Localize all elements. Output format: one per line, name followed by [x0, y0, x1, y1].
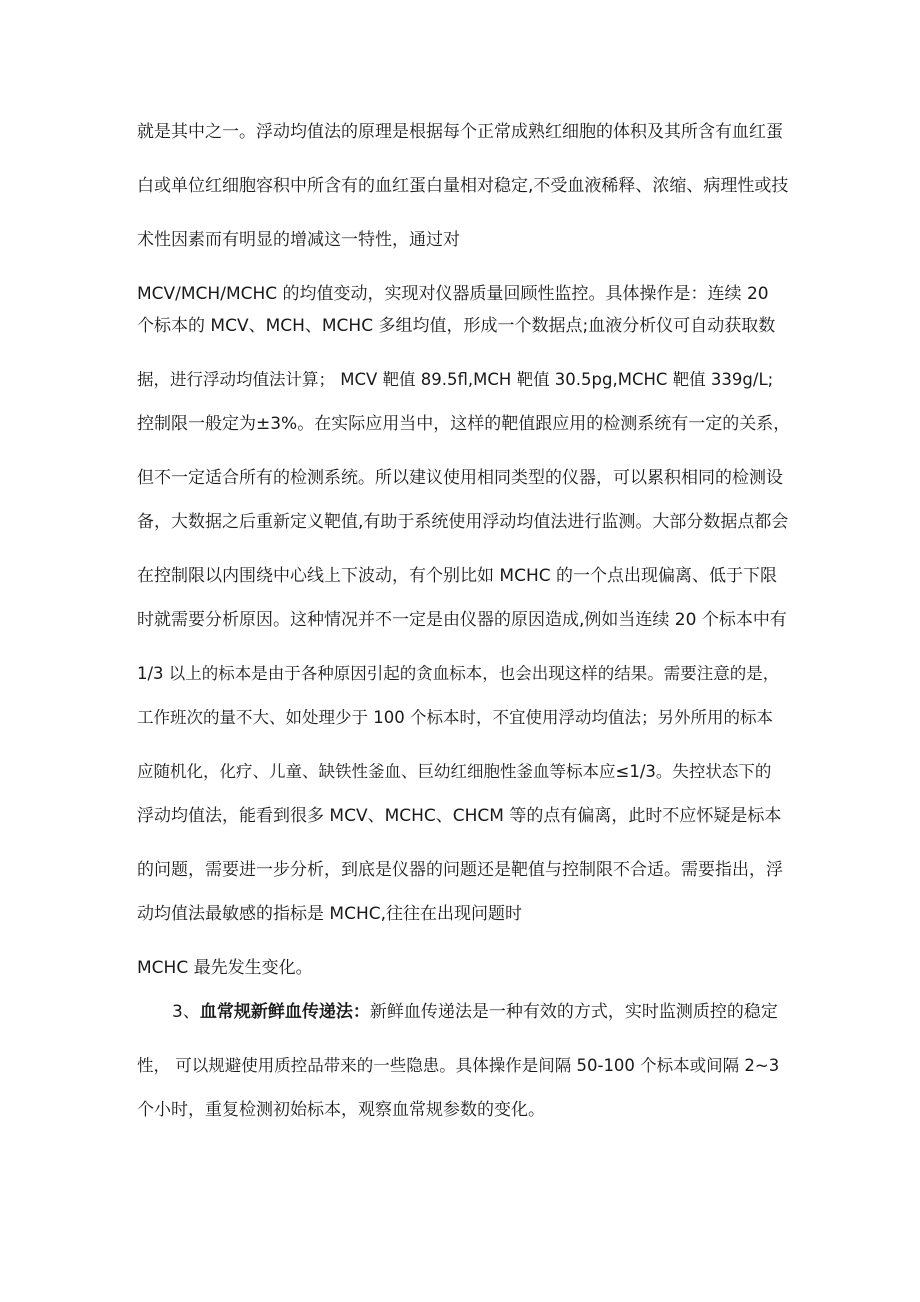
paragraph-line-17: 动均值法最敏感的指标是 MCHC,往往在出现问题时	[137, 904, 522, 924]
paragraph-line-2: 白或单位红细胞容积中所含有的血红蛋白量相对稳定,不受血液稀释、浓缩、病理性或技	[137, 176, 789, 196]
section-3-first-line	[172, 1000, 778, 1024]
section-3-line-2: 性， 可以规避使用质控品带来的一些隐患。具体操作是间隔 50-100 个标本或间隔 2~3	[137, 1056, 780, 1075]
paragraph-line-5: 个标本的 MCV、MCH、MCHC 多组均值，形成一个数据点;血液分析仪可自动获取数	[137, 316, 776, 336]
section-3-number: 3、	[172, 1002, 200, 1022]
paragraph-line-12: 1/3 以上的标本是由于各种原因引起的贪血标本，也会出现这样的结果。需要注意的是，	[137, 664, 780, 683]
paragraph-line-10: 在控制限以内围绕中心线上下波动，有个别比如 MCHC 的一个点出现偏离、低于下限	[137, 566, 777, 586]
paragraph-line-16: 的问题，需要进一步分析，到底是仪器的问题还是靶值与控制限不合适。需要指出，浮	[137, 860, 783, 880]
paragraph-line-18: MCHC 最先发生变化。	[137, 958, 313, 978]
paragraph-line-6: 据，进行浮动均值法计算； MCV 靶值 89.5fl,MCH 靶值 30.5pg,MCHC 靶值 339g/L;	[137, 370, 774, 389]
paragraph-line-4: MCV/MCH/MCHC 的均值变动，实现对仪器质量回顾性监控。具体操作是：连续 20	[137, 284, 769, 304]
section-3-line-3: 个小时，重复检测初始标本，观察血常规参数的变化。	[137, 1100, 545, 1120]
paragraph-line-15: 浮动均值法，能看到很多 MCV、MCHC、CHCM 等的点有偏离，此时不应怀疑是标本	[137, 806, 782, 826]
section-3-heading: 血常规新鲜血传递法：	[199, 1002, 370, 1022]
paragraph-line-9: 备，大数据之后重新定义靶值,有助于系统使用浮动均值法进行监测。大部分数据点都会	[137, 512, 789, 532]
paragraph-line-11: 时就需要分析原因。这种情况并不一定是由仪器的原因造成,例如当连续 20 个标本中有	[137, 610, 787, 630]
paragraph-line-1: 就是其中之一。浮动均值法的原理是根据每个正常成熟红细胞的体积及其所含有血红蛋	[137, 122, 783, 142]
paragraph-line-7: 控制限一般定为±3%。在实际应用当中，这样的靶值跟应用的检测系统有一定的关系，	[137, 414, 791, 434]
section-3-text: 新鲜血传递法是一种有效的方式，实时监测质控的稳定	[369, 1002, 778, 1022]
paragraph-line-8: 但不一定适合所有的检测系统。所以建议使用相同类型的仪器，可以累积相同的检测设	[137, 468, 783, 488]
paragraph-line-3: 术性因素而有明显的增减这一特性，通过对	[137, 230, 460, 250]
paragraph-line-13: 工作班次的量不大、如处理少于 100 个标本时，不宜使用浮动均值法；另外所用的标本	[137, 708, 773, 727]
paragraph-line-14: 应随机化，化疗、儿童、缺铁性釜血、巨幼红细胞性釜血等标本应≤1/3。失控状态下的	[137, 762, 772, 781]
